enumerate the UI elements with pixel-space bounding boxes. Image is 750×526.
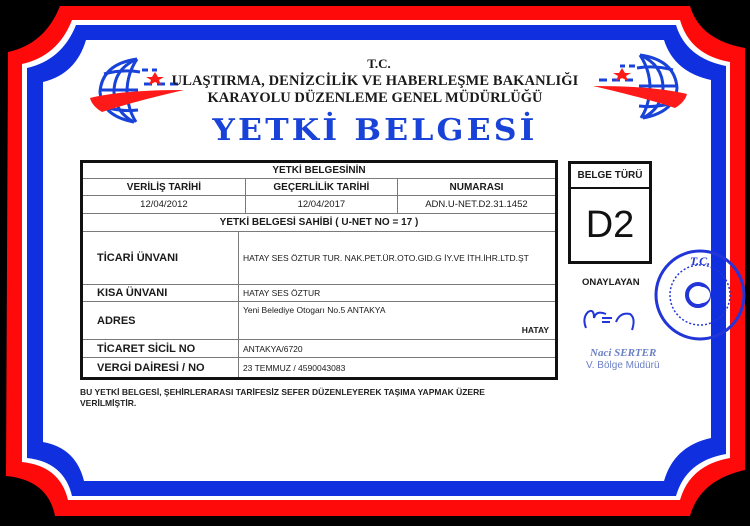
certificate-type-value: D2 <box>585 204 635 246</box>
ministry-name: ULAŞTIRMA, DENİZCİLİK VE HABERLEŞME BAKANLIĞI <box>171 73 579 89</box>
address-city: HATAY <box>521 325 549 335</box>
col-header-number: NUMARASI <box>397 179 556 196</box>
holder-title-row <box>82 214 557 232</box>
field-value-trade-name: HATAY SES ÖZTUR TUR. NAK.PET.ÜR.OTO.GID.G İY.VE İTH.İHR.LTD.ŞT <box>238 232 556 285</box>
footer-note: BU YETKİ BELGESİ, ŞEHİRLERARASI TARİFESİZ SEFER DÜZENLEYEREK TAŞIMA YAPMAK ÜZERE VERİLMİŞTİR. <box>80 387 485 408</box>
certificate-table <box>80 160 558 380</box>
signature <box>580 300 650 340</box>
section-title-row <box>82 162 557 179</box>
field-row <box>82 232 557 285</box>
field-row <box>82 302 557 340</box>
stamp-text: T.C. <box>689 254 711 268</box>
approver-label: ONAYLAYAN <box>582 277 640 288</box>
field-label: TİCARİ ÜNVANI <box>82 232 239 285</box>
certificate-type-label: BELGE TÜRÜ <box>571 164 649 189</box>
document-title: YETKİ BELGESİ <box>212 113 538 148</box>
field-value-tax-office: 23 TEMMUZ / 4590043083 <box>238 358 556 379</box>
field-value-registry-no: ANTAKYA/6720 <box>238 340 556 358</box>
col-header-valid-until: GEÇERLİLİK TARİHİ <box>245 179 397 196</box>
values-row <box>82 196 557 214</box>
holder-title: YETKİ BELGESİ SAHİBİ ( U-NET NO = 17 ) <box>82 214 557 232</box>
issue-date: 12/04/2012 <box>82 196 246 214</box>
header-tc: T.C. <box>367 56 391 71</box>
certificate-type-box <box>568 161 652 264</box>
field-value-short-name: HATAY SES ÖZTUR <box>238 285 556 302</box>
field-label: VERGİ DAİRESİ / NO <box>82 358 239 379</box>
official-stamp <box>650 245 750 350</box>
col-header-issue-date: VERİLİŞ TARİHİ <box>82 179 246 196</box>
field-row <box>82 285 557 302</box>
field-label: ADRES <box>82 302 239 340</box>
section-title: YETKİ BELGESİNİN <box>82 162 557 179</box>
field-row <box>82 340 557 358</box>
field-row <box>82 358 557 379</box>
certificate-number: ADN.U-NET.D2.31.1452 <box>397 196 556 214</box>
column-header-row <box>82 179 557 196</box>
directorate-name: KARAYOLU DÜZENLEME GENEL MÜDÜRLÜĞÜ <box>207 90 543 106</box>
field-label: KISA ÜNVANI <box>82 285 239 302</box>
valid-until: 12/04/2017 <box>245 196 397 214</box>
address-line: Yeni Belediye Otogarı No.5 ANTAKYA <box>242 305 386 315</box>
field-label: TİCARET SİCİL NO <box>82 340 239 358</box>
field-value-address <box>238 302 556 340</box>
signer-title: V. Bölge Müdürü <box>586 360 660 371</box>
signer-name: Naci SERTER <box>590 347 657 359</box>
